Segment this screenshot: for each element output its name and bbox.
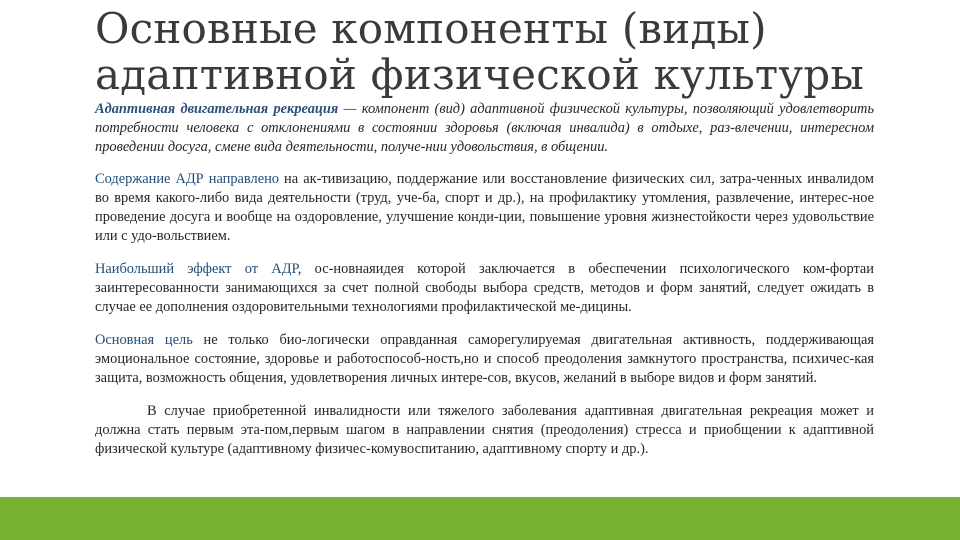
paragraph-acquired-disability bbox=[95, 402, 874, 459]
slide-title bbox=[95, 6, 935, 98]
title-line-2: адаптивной физической культуры bbox=[95, 50, 864, 99]
paragraph-adr-effect bbox=[95, 260, 874, 317]
paragraph-lead-term: Адаптивная двигательная рекреация bbox=[95, 101, 339, 117]
paragraph-main-goal bbox=[95, 331, 874, 388]
paragraph-text: не только био-логически оправданная саморегулируемая двигательная активность, поддерживающая эмоциональное состояние, здоровье и работоспособ-ность,но и способ преодоления замкнутого пространства, психичес-кая защита, возможность общения, удовлетворения личных интере-сов, вкусов, желаний в выборе видов и форм занятий. bbox=[95, 332, 875, 386]
paragraph-text: на ак-тивизацию, поддержание или восстановление физических сил, затра-ченных инвалидом во время какого-либо вида деятельности (труд, уче-ба, спорт и др.), на профилактику утомления, развлечение, интерес-ное проведение досуга и вообще на оздоровление, улучшение конди-ции, повышение уровня жизнестойкости через удовольствие или с удо-вольствием. bbox=[95, 171, 874, 244]
paragraph-text: — компонент (вид) адаптивной физической культуры, позволяющий удовлетворить потребности человека с отклонениями в состоянии здоровья (включая инвалида) в отдыхе, раз-влечении, интересном проведении досуга, смене вида деятельности, получе-нии удовольствия, в общении. bbox=[95, 101, 875, 155]
paragraph-lead-term: Содержание АДР направлено bbox=[95, 171, 279, 187]
slide-body bbox=[95, 100, 874, 473]
title-line-1: Основные компоненты (виды) bbox=[95, 4, 767, 53]
paragraph-text: , ос-новнаяидея которой заключается в обеспечении психологического ком-фортаи заинтересованности занимающихся за счет полной свободы выбора средств, методов и форм занятий, следует ожидать в случае ее дополнения оздоровительными технологиями профилактической ме-дицины. bbox=[95, 261, 875, 315]
paragraph-lead-term: Основная цель bbox=[95, 332, 193, 348]
paragraph-text: В случае приобретенной инвалидности или тяжелого заболевания адаптивная двигательная рекреация может и должна стать первым эта-пом,первым шагом в направлении снятия (преодоления) стресса и приобщении к адаптивной физической культуре (адаптивному физичес-комувоспитанию, адаптивному спорту и др.). bbox=[95, 403, 874, 457]
paragraph-lead-term: Наибольший эффект от АДР bbox=[95, 261, 298, 277]
footer-green-band bbox=[0, 497, 960, 540]
paragraph-adr-content bbox=[95, 170, 874, 246]
paragraph-recreation-definition bbox=[95, 100, 874, 157]
